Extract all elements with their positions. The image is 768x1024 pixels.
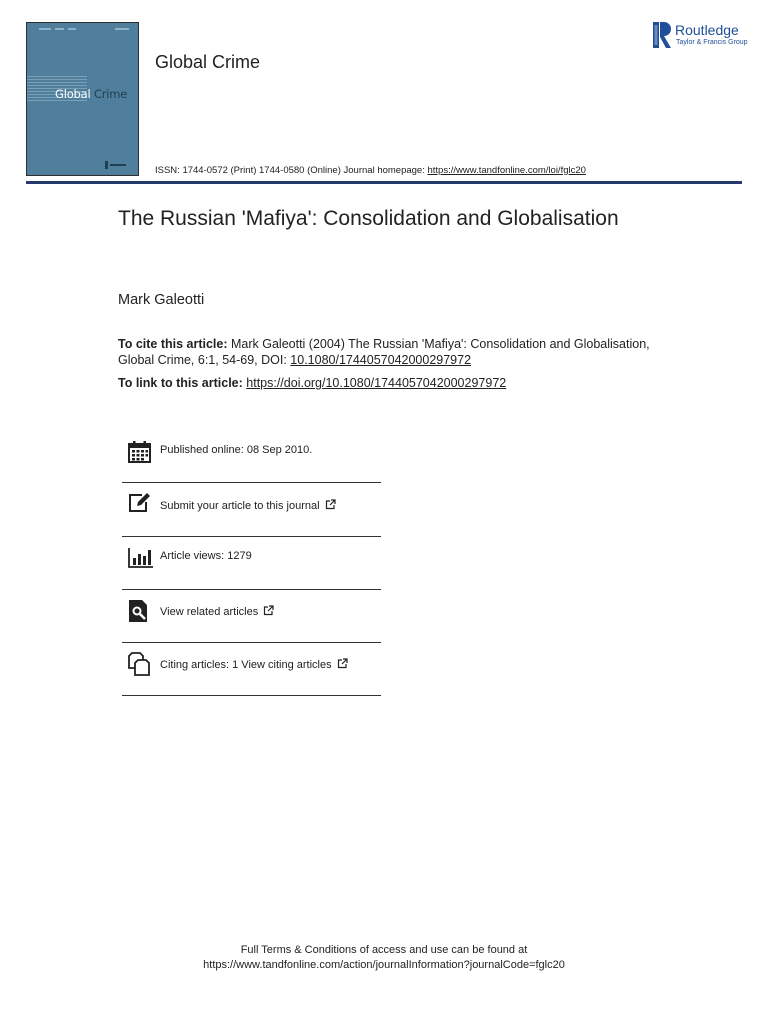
cite-label: To cite this article: xyxy=(118,337,228,351)
issn-text: ISSN: 1744-0572 (Print) 1744-0580 (Online) Journal homepage: xyxy=(155,165,428,176)
article-views: Article views: 1279 xyxy=(160,550,252,562)
published-row xyxy=(122,432,381,483)
cover-meta-line xyxy=(35,28,132,32)
publisher-subtitle: Taylor & Francis Group xyxy=(676,39,748,46)
doi-url-link[interactable]: https://doi.org/10.1080/1744057042000297972 xyxy=(246,376,507,390)
journal-cover xyxy=(26,22,139,176)
routledge-logo-icon xyxy=(653,22,671,48)
related-row[interactable] xyxy=(122,590,381,643)
published-date: Published online: 08 Sep 2010. xyxy=(160,444,313,456)
search-document-icon xyxy=(127,599,153,623)
article-info-list xyxy=(122,432,381,696)
external-link-icon xyxy=(337,658,348,669)
publisher-brand: Routledge xyxy=(675,22,739,38)
header-divider xyxy=(26,181,742,184)
footer-terms-link[interactable]: https://www.tandfonline.com/action/journalInformation?journalCode=fglc20 xyxy=(203,959,565,971)
article-link-line xyxy=(118,376,506,390)
article-author[interactable]: Mark Galeotti xyxy=(118,292,205,308)
article-title: The Russian 'Mafiya': Consolidation and Globalisation xyxy=(118,207,619,230)
edit-icon xyxy=(127,491,153,515)
cover-title: Global Crime xyxy=(55,87,128,101)
submit-row[interactable] xyxy=(122,483,381,537)
footer-terms xyxy=(0,943,768,973)
external-link-icon xyxy=(263,605,274,616)
submit-link[interactable]: Submit your article to this journal xyxy=(160,499,336,512)
cover-publisher-mark xyxy=(105,161,127,169)
journal-name[interactable]: Global Crime xyxy=(155,52,261,72)
publisher-logo[interactable] xyxy=(653,22,747,50)
citing-articles-link[interactable]: Citing articles: 1 View citing articles xyxy=(160,658,348,671)
doi-link[interactable]: 10.1080/1744057042000297972 xyxy=(290,352,472,367)
issn-line xyxy=(155,165,586,176)
external-link-icon xyxy=(325,499,336,510)
footer-line-1: Full Terms & Conditions of access and use can be found at xyxy=(240,944,528,956)
journal-homepage-link[interactable]: https://www.tandfonline.com/loi/fglc20 xyxy=(427,165,586,176)
link-label: To link to this article: xyxy=(118,376,247,390)
related-articles-link[interactable]: View related articles xyxy=(160,605,274,618)
calendar-icon xyxy=(127,440,153,464)
copy-documents-icon xyxy=(127,652,153,676)
citing-row[interactable] xyxy=(122,643,381,696)
views-row xyxy=(122,537,381,590)
citation xyxy=(118,337,678,368)
bar-chart-icon xyxy=(127,546,153,570)
cite-text: Mark Galeotti (2004) The Russian 'Mafiya': Consolidation and Globalisation, Global Crime, 6:1, 54-69, DOI: xyxy=(118,337,650,367)
